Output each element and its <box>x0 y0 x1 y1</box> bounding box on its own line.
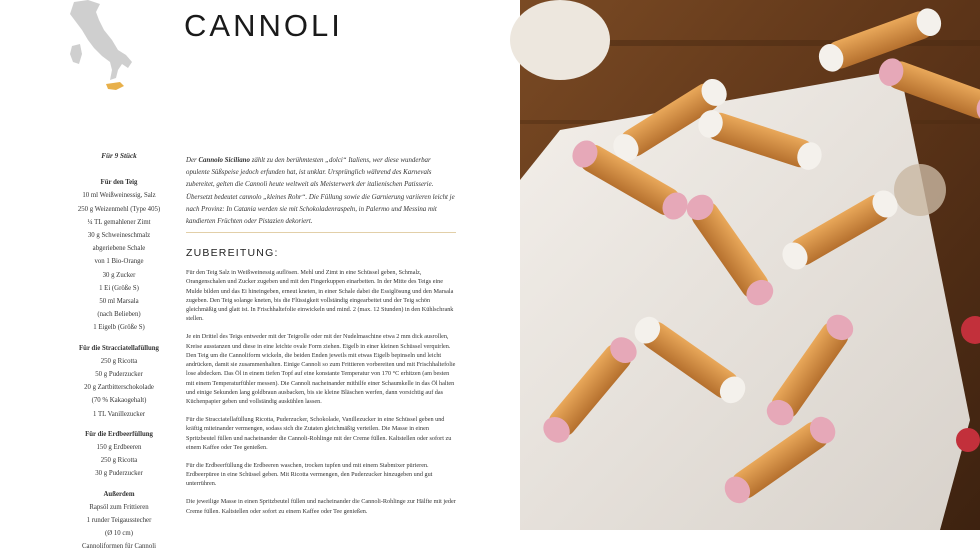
ingredient-item: 50 ml Marsala <box>99 298 139 306</box>
ingredient-item: 30 g Puderzucker <box>95 470 143 478</box>
ingredient-item: von 1 Bio-Orange <box>94 258 144 266</box>
intro-recipe-name: Cannolo Siciliano <box>198 157 250 164</box>
ingredient-item: 250 g Weizenmehl (Type 405) <box>77 205 161 213</box>
recipe-title: CANNOLI <box>184 8 343 43</box>
ingredient-item: Rapsöl zum Frittieren <box>89 503 149 511</box>
ingredient-item: 250 g Ricotta <box>100 457 138 465</box>
ingredient-item: 1 runder Teigausstecher <box>86 517 152 525</box>
ingredient-item: 30 g Schweineschmalz <box>87 232 151 240</box>
ingredient-list <box>52 150 186 554</box>
ingredient-item: 250 g Ricotta <box>100 357 138 365</box>
ingredient-item: 30 g Zucker <box>102 271 136 279</box>
ingredient-group-title: Für den Teig <box>100 179 138 187</box>
ingredient-item: ¼ TL gemahlener Zimt <box>87 218 151 226</box>
ingredient-item: Cannoliformen für Cannoli <box>82 543 156 551</box>
italy-map-icon <box>66 0 136 92</box>
preparation-paragraph: Für den Teig Salz in Weißweinessig auflösen. Mehl und Zimt in eine Schüssel geben, Schmalz, Orangenschalen und Zucker zugeben und mit den Fingerkuppen einarbeiten. In der Mitte des Teigs eine Mulde bilden und das Ei hineingeben, erneut kneten, in einer Schale dabei die Essiglösung und den Marsala zugeben. Den Teig solange kneten, bis die Flüssigkeit vollständig eingearbeitet und der Teig schön gleichmäßig und glatt ist. In Frischhaltefolie einwickeln und mind. 2 (max. 12 Stunden) in den Kühlschrank stellen. <box>186 269 454 323</box>
preparation-heading: ZUBEREITUNG: <box>186 247 279 259</box>
ingredient-item: 150 g Erdbeeren <box>96 444 142 452</box>
portions: Für 9 Stück <box>101 152 137 160</box>
ingredient-group-title: Außerdem <box>103 490 135 498</box>
ingredient-group-title: Für die Stracciatellafüllung <box>79 344 159 352</box>
ingredient-item: abgeriebene Schale <box>92 245 146 253</box>
ingredient-item: 50 g Puderzucker <box>95 371 143 379</box>
ingredient-item: (nach Belieben) <box>97 311 141 319</box>
ingredient-item: 1 TL Vanillezucker <box>93 410 145 418</box>
ingredient-item: (70 % Kakaogehalt) <box>91 397 147 405</box>
intro-text: Der Cannolo Siciliano zählt zu den berühmtesten „dolci“ Italiens, wer diese wunderbar opulente Süßspeise jedoch erfunden hat, ist unklar. Ursprünglich während des Karnevals zubereitet, gelten die Cannoli heute weltweit als Meisterwerk der italienischen Patisserie. Übersetzt bedeutet cannolo „kleines Rohr“. Die Füllung sowie die Garnierung variieren leicht je nach Provinz: In Catania werden sie mit Schokoladenraspeln, in Palermo und Messina mit kandierten Früchten oder Pistazien dekoriert. <box>186 157 455 226</box>
ingredient-group-title: Für die Erdbeerfüllung <box>85 430 153 438</box>
ingredient-item: 1 Eigelb (Größe S) <box>93 324 145 332</box>
cannoli-photo <box>520 0 980 530</box>
preparation-paragraph: Für die Erdbeerfüllung die Erdbeeren waschen, trocken tupfen und mit einem Stabmixer pürieren. Erdbeerpüree in eine Schüssel geben. Mit Ricotta vermengen, den Puderzucker hinzugeben und gut unterrühren. <box>186 461 433 488</box>
preparation-text <box>186 268 458 524</box>
divider-rule <box>186 232 456 233</box>
preparation-paragraph: Die jeweilige Masse in einen Spritzbeutel füllen und nacheinander die Cannoli-Rohlinge zur Hälfte mit jeder Creme füllen. Kaltstellen oder sofort zu einem Kaffee oder Tee genießen. <box>186 498 456 515</box>
ingredient-item: 1 Ei (Größe S) <box>99 284 139 292</box>
preparation-paragraph: Je ein Drittel des Teigs entweder mit der Teigrolle oder mit der Nudelmaschine etwa 2 mm dick ausrollen, Kreise ausstanzen und diese in eine leichte ovale Form ziehen. Eigelb in einer kleinen Schüssel verquirlen. Den Teig um die Cannoliform wickeln, die beiden Enden jeweils mit etwas Eigelb bepinseln und leicht andrücken, damit sie zusammenhalten. Einige Cannoli so zum Frittieren vorbereiten und mit Frischhaltefolie lose abdecken. Das Öl in einem tiefen Topf auf eine konstante Temperatur von 170 °C erhitzen (am besten mit einem Temperaturfühler messen). Die Cannoli nacheinander mithilfe einer Schaumkelle in das Öl halten und einige Sekunden lang goldbraun ausbacken, bis sie kleine Bläschen werfen, dann vorsichtig auf das Küchenpapier geben und vollständig auskühlen lassen. <box>186 333 456 406</box>
preparation-paragraph: Für die Stracciatellafüllung Ricotta, Puderzucker, Schokolade, Vanillezucker in eine Schüssel geben und kräftig miteinander vermengen, sodass sich die Zutaten gleichmäßig verteilen. Die Masse in einen Spritzbeutel füllen und nacheinander die Cannoli-Rohlinge mit der Creme füllen. Kaltstellen oder sofort zu einem Kaffee oder Tee genießen. <box>186 416 452 452</box>
ingredient-item: 20 g Zartbitterschokolade <box>84 384 154 392</box>
ingredient-item: 10 ml Weißweinessig, Salz <box>82 192 156 200</box>
ingredient-item: (Ø 10 cm) <box>105 530 133 538</box>
